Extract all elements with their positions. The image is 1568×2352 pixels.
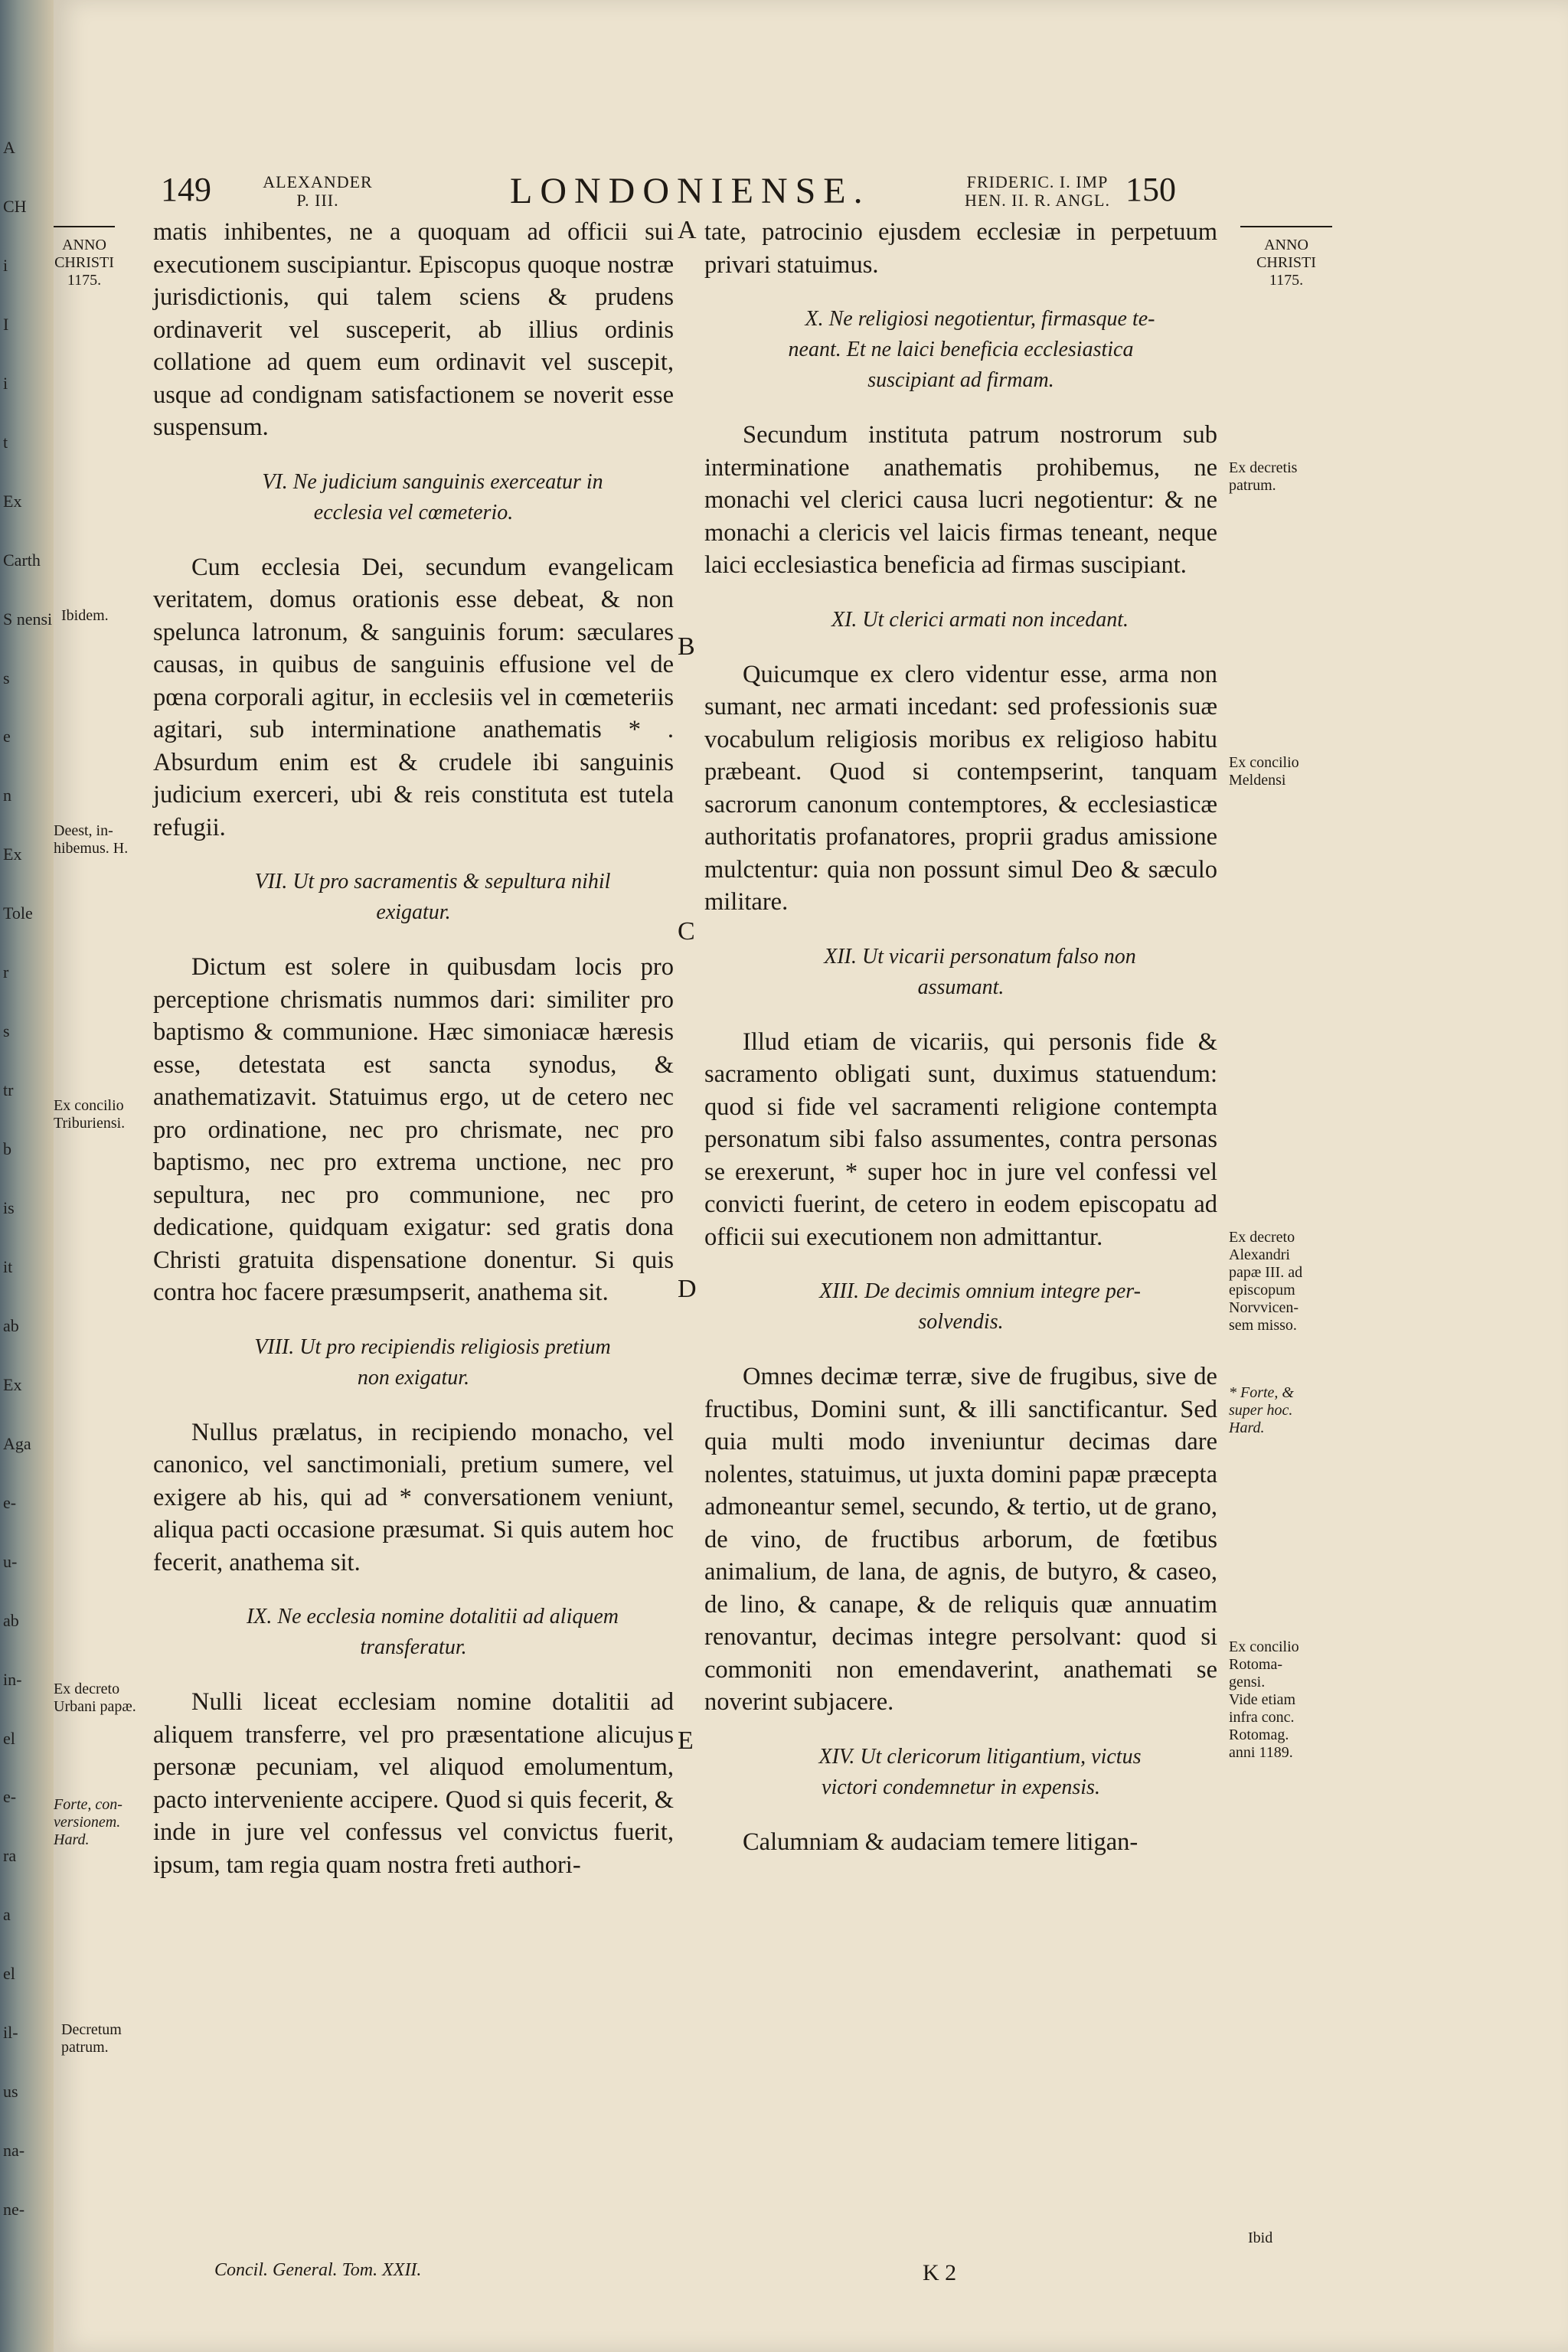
right-text-column [704, 216, 1217, 1858]
margin-rule [54, 226, 115, 227]
spine-text-fragment: ra [3, 1846, 17, 1866]
paragraph-ix: Nulli liceat ecclesiam nomine dotalitii ad aliquem transferre, vel pro præsentatione alicujus personæ pecuniam, vel aliquod emolumentum, pacto interveniente accipere. Quod si quis fecerit, & inde in jure vel confessus vel convictus fuerit, ipsum, tam regia quam nostra freti authori- [153, 1688, 674, 1879]
section-letter-d: D [678, 1275, 697, 1303]
rubric-viii: VIII. Ut pro recipiendis religiosis pretium non exigatur. [254, 1334, 611, 1390]
spine-text-fragment: is [3, 1198, 15, 1217]
rubric-vi: VI. Ne judicium sanguinis exerceatur in ecclesia vel cœmeterio. [262, 469, 603, 524]
paragraph-continuation-right: tate, patrocinio ejusdem ecclesiæ in perpetuum privari statuimus. [704, 218, 1217, 279]
rubric-xiii: XIII. De decimis omnium integre per- solvendis. [819, 1279, 1141, 1334]
margin-ex-concilio-triburiensi: Ex concilio Triburiensi. [54, 1097, 126, 1132]
page-title: LONDONIENSE. [510, 171, 871, 211]
spine-text-fragment: ne- [3, 2200, 25, 2220]
spine-text-fragment: il- [3, 2023, 18, 2043]
spine-text-fragment: b [3, 1139, 11, 1159]
section-letter-e: E [678, 1726, 694, 1755]
margin-forte-conversionem: Forte, con- versionem. Hard. [54, 1796, 122, 1848]
rubric-x: X. Ne religiosi negotientur, firmasque te- neant. Et ne laici beneficia ecclesiastica suscipiant ad firmam. [788, 307, 1155, 392]
spine-text-fragment: Tole [3, 903, 33, 923]
rubric-xiv: XIV. Ut clericorum litigantium, victus victori condemnetur in expensis. [818, 1744, 1142, 1799]
right-running-head: FRIDERIC. I. IMP HEN. II. R. ANGL. [965, 172, 1110, 210]
paragraph-xi: Quicumque ex clero videntur esse, arma non sumant, nec armati incedant: sed professionis suæ vocabulum religiosis moribus ex religioso habitu præbeant. Quod si contempserint, tanquam sacrorum canonum contemptores, & ecclesiasticæ authoritatis profanatores, proprii gradus amissione mulctentur: quia non possunt simul Deo & sæculo militare. [704, 660, 1217, 916]
spine-text-fragment: e- [3, 1787, 17, 1807]
margin-ex-concilio-rotomagensi: Ex concilio Rotoma- gensi. Vide etiam infra conc. Rotomag. anni 1189. [1229, 1638, 1299, 1761]
spine-text-fragment: A [3, 138, 15, 157]
paragraph-xii: Illud etiam de vicariis, qui personis fide & sacramento obligati sunt, duximus statuendum: quod si fide vel sacramenti religione contempta personatum sibi falso assumentes, contra personas se erexerunt, * super hoc in jure vel confessi vel convicti fuerint, de cetero in eodem episcopatu ad officii sui executionem non admittantur. [704, 1027, 1217, 1251]
spine-text-fragment: na- [3, 2141, 25, 2161]
left-text-column [153, 216, 674, 1881]
spine-text-fragment: S nensi [3, 609, 53, 629]
spine-text-fragment: Ex [3, 1374, 22, 1394]
spine-text-fragment: t [3, 432, 8, 452]
margin-ibid: Ibid [1248, 2230, 1273, 2246]
rubric-xii: XII. Ut vicarii personatum falso non assumant. [824, 944, 1136, 999]
margin-anno-right: ANNO CHRISTI 1175. [1225, 219, 1348, 289]
margin-ex-concilio-meldensi: Ex concilio Meldensi [1229, 754, 1299, 789]
spine-text-fragment: CH [3, 196, 27, 216]
margin-rule [1240, 226, 1332, 227]
spine-text-fragment: ab [3, 1315, 19, 1335]
spine-text-fragment: I [3, 314, 9, 334]
spine-text-fragment: Ex [3, 844, 22, 864]
rubric-ix: IX. Ne ecclesia nomine dotalitii ad aliquem transferatur. [246, 1605, 619, 1659]
margin-ex-decreto-urbani: Ex decreto Urbani papæ. [54, 1681, 136, 1715]
spine-text-fragment: u- [3, 1551, 18, 1571]
spine-text-fragment: tr [3, 1080, 14, 1100]
rubric-vii: VII. Ut pro sacramentis & sepultura nihil exigatur. [254, 870, 611, 924]
margin-forte-super-hoc: * Forte, & super hoc. Hard. [1229, 1384, 1294, 1436]
spine-text-fragment: it [3, 1256, 13, 1276]
margin-ex-decretis-patrum: Ex decretis patrum. [1229, 459, 1298, 494]
footer-signature-note: Concil. General. Tom. XXII. [214, 2260, 422, 2280]
paragraph-continuation: matis inhibentes, ne a quoquam ad officii sui executionem suscipiantur. Episcopus quoque nostræ jurisdictionis, qui talem sciens & prudens ordinaverit vel susceperit, ab illius ordinis collatione ad quem eum ordinavit vel suscepit, usque ad condignam satisfactionem se noverit esse suspensum. [153, 218, 674, 441]
spine-text-fragment: r [3, 962, 9, 982]
section-letter-a: A [678, 216, 697, 244]
section-letter-c: C [678, 917, 695, 946]
margin-anno-left: ANNO CHRISTI 1175. [46, 219, 122, 289]
spine-text-fragment: i [3, 373, 8, 393]
book-page [54, 0, 1568, 2352]
section-letter-b: B [678, 632, 695, 661]
spine-text-fragment: us [3, 2082, 18, 2102]
paragraph-xiii: Omnes decimæ terræ, sive de frugibus, sive de fructibus, Domini sunt, & illi sanctificantur. Sed quia multi modo inveniuntur decimas dare nolentes, statuimus, ut juxta domini papæ præcepta admoneantur semel, secundo, & tertio, ut de grano, de vino, de fructibus arborum, de fœtibus animalium, de lana, de agnis, de butyro, & caseo, de lino, & canape, & de reliquis quæ annuatim renovantur, decimas integre persolvant: quod si commoniti non emendaverint, anathemati se noverint subjacere. [704, 1363, 1217, 1716]
paragraph-xiv: Calumniam & audaciam temere litigan- [743, 1828, 1138, 1856]
spine-text-fragment: s [3, 668, 10, 688]
spine-text-fragment: s [3, 1021, 10, 1041]
left-running-head: ALEXANDER P. III. [263, 172, 373, 210]
spine-text-fragment: n [3, 786, 11, 805]
paragraph-vii: Dictum est solere in quibusdam locis pro perceptione chrismatis nummos dari: similiter pro baptismo & communione. Hæc simoniacæ hæresis esse, detestata est sancta synodus, & anathematizavit. Statuimus ergo, ut de cetero nec pro ordinatione, nec pro chrismate, nec pro baptismo, nec pro extrema unctione, nec pro sepultura, nec pro communione, nec pro dedicatione, quidquam exigatur: sed gratis dona Christi gratuita dispensatione donentur. Si quis contra hoc facere præsumpserit, anathema sit. [153, 953, 674, 1306]
spine-text-fragment: a [3, 1905, 11, 1925]
spine-text-fragment: e- [3, 1492, 17, 1512]
margin-ibidem: Ibidem. [61, 607, 109, 624]
margin-ex-decreto-alexandri: Ex decreto Alexandri papæ III. ad episcopum Norvvicen- sem misso. [1229, 1229, 1303, 1334]
spine-text-fragment: el [3, 1728, 15, 1748]
paragraph-vi: Cum ecclesia Dei, secundum evangelicam veritatem, domus orationis esse debeat, & non spelunca latronum, & sanguinis forum: sæculares causas, in quibus de sanguinis effusione vel de pœna corporali agitur, in ecclesiis vel in cœmeteriis agitari, sub interminatione anathematis * . Absurdum enim est & crudele ibi sanguinis judicium exerceri, ubi & reis constituta est tutela refugii. [153, 553, 674, 841]
spine-text-fragment: e [3, 727, 11, 746]
spine-text-fragment: Carth [3, 550, 41, 570]
paragraph-viii: Nullus prælatus, in recipiendo monacho, vel canonico, vel sanctimoniali, pretium sumere, vel exigere ab his, qui ad * conversationem veniunt, aliqua pacti occasione præsumat. Si quis autem hoc fecerit, anathema sit. [153, 1418, 674, 1576]
spine-text-fragment: Aga [3, 1433, 31, 1453]
paragraph-x: Secundum instituta patrum nostrorum sub interminatione anathematis prohibemus, ne monachi vel clerici causa lucri negotientur: & ne monachi a clericis vel laicis firmas teneant, neque laici ecclesiastica beneficia ad firmas suscipiant. [704, 421, 1217, 579]
spine-text-fragment: i [3, 255, 8, 275]
book-spine-edge [0, 0, 54, 2352]
rubric-xi: XI. Ut clerici armati non incedant. [831, 607, 1129, 632]
spine-text-fragment: el [3, 1964, 15, 1984]
right-page-number: 150 [1125, 171, 1176, 208]
left-page-number: 149 [161, 171, 211, 208]
spine-text-fragment: ab [3, 1610, 19, 1630]
spine-text-fragment: Ex [3, 491, 22, 511]
margin-deest: Deest, in- hibemus. H. [54, 822, 129, 857]
margin-decretum: Decretum patrum. [61, 2021, 122, 2056]
spine-text-fragment: in- [3, 1669, 22, 1689]
footer-signature: K 2 [923, 2260, 957, 2285]
